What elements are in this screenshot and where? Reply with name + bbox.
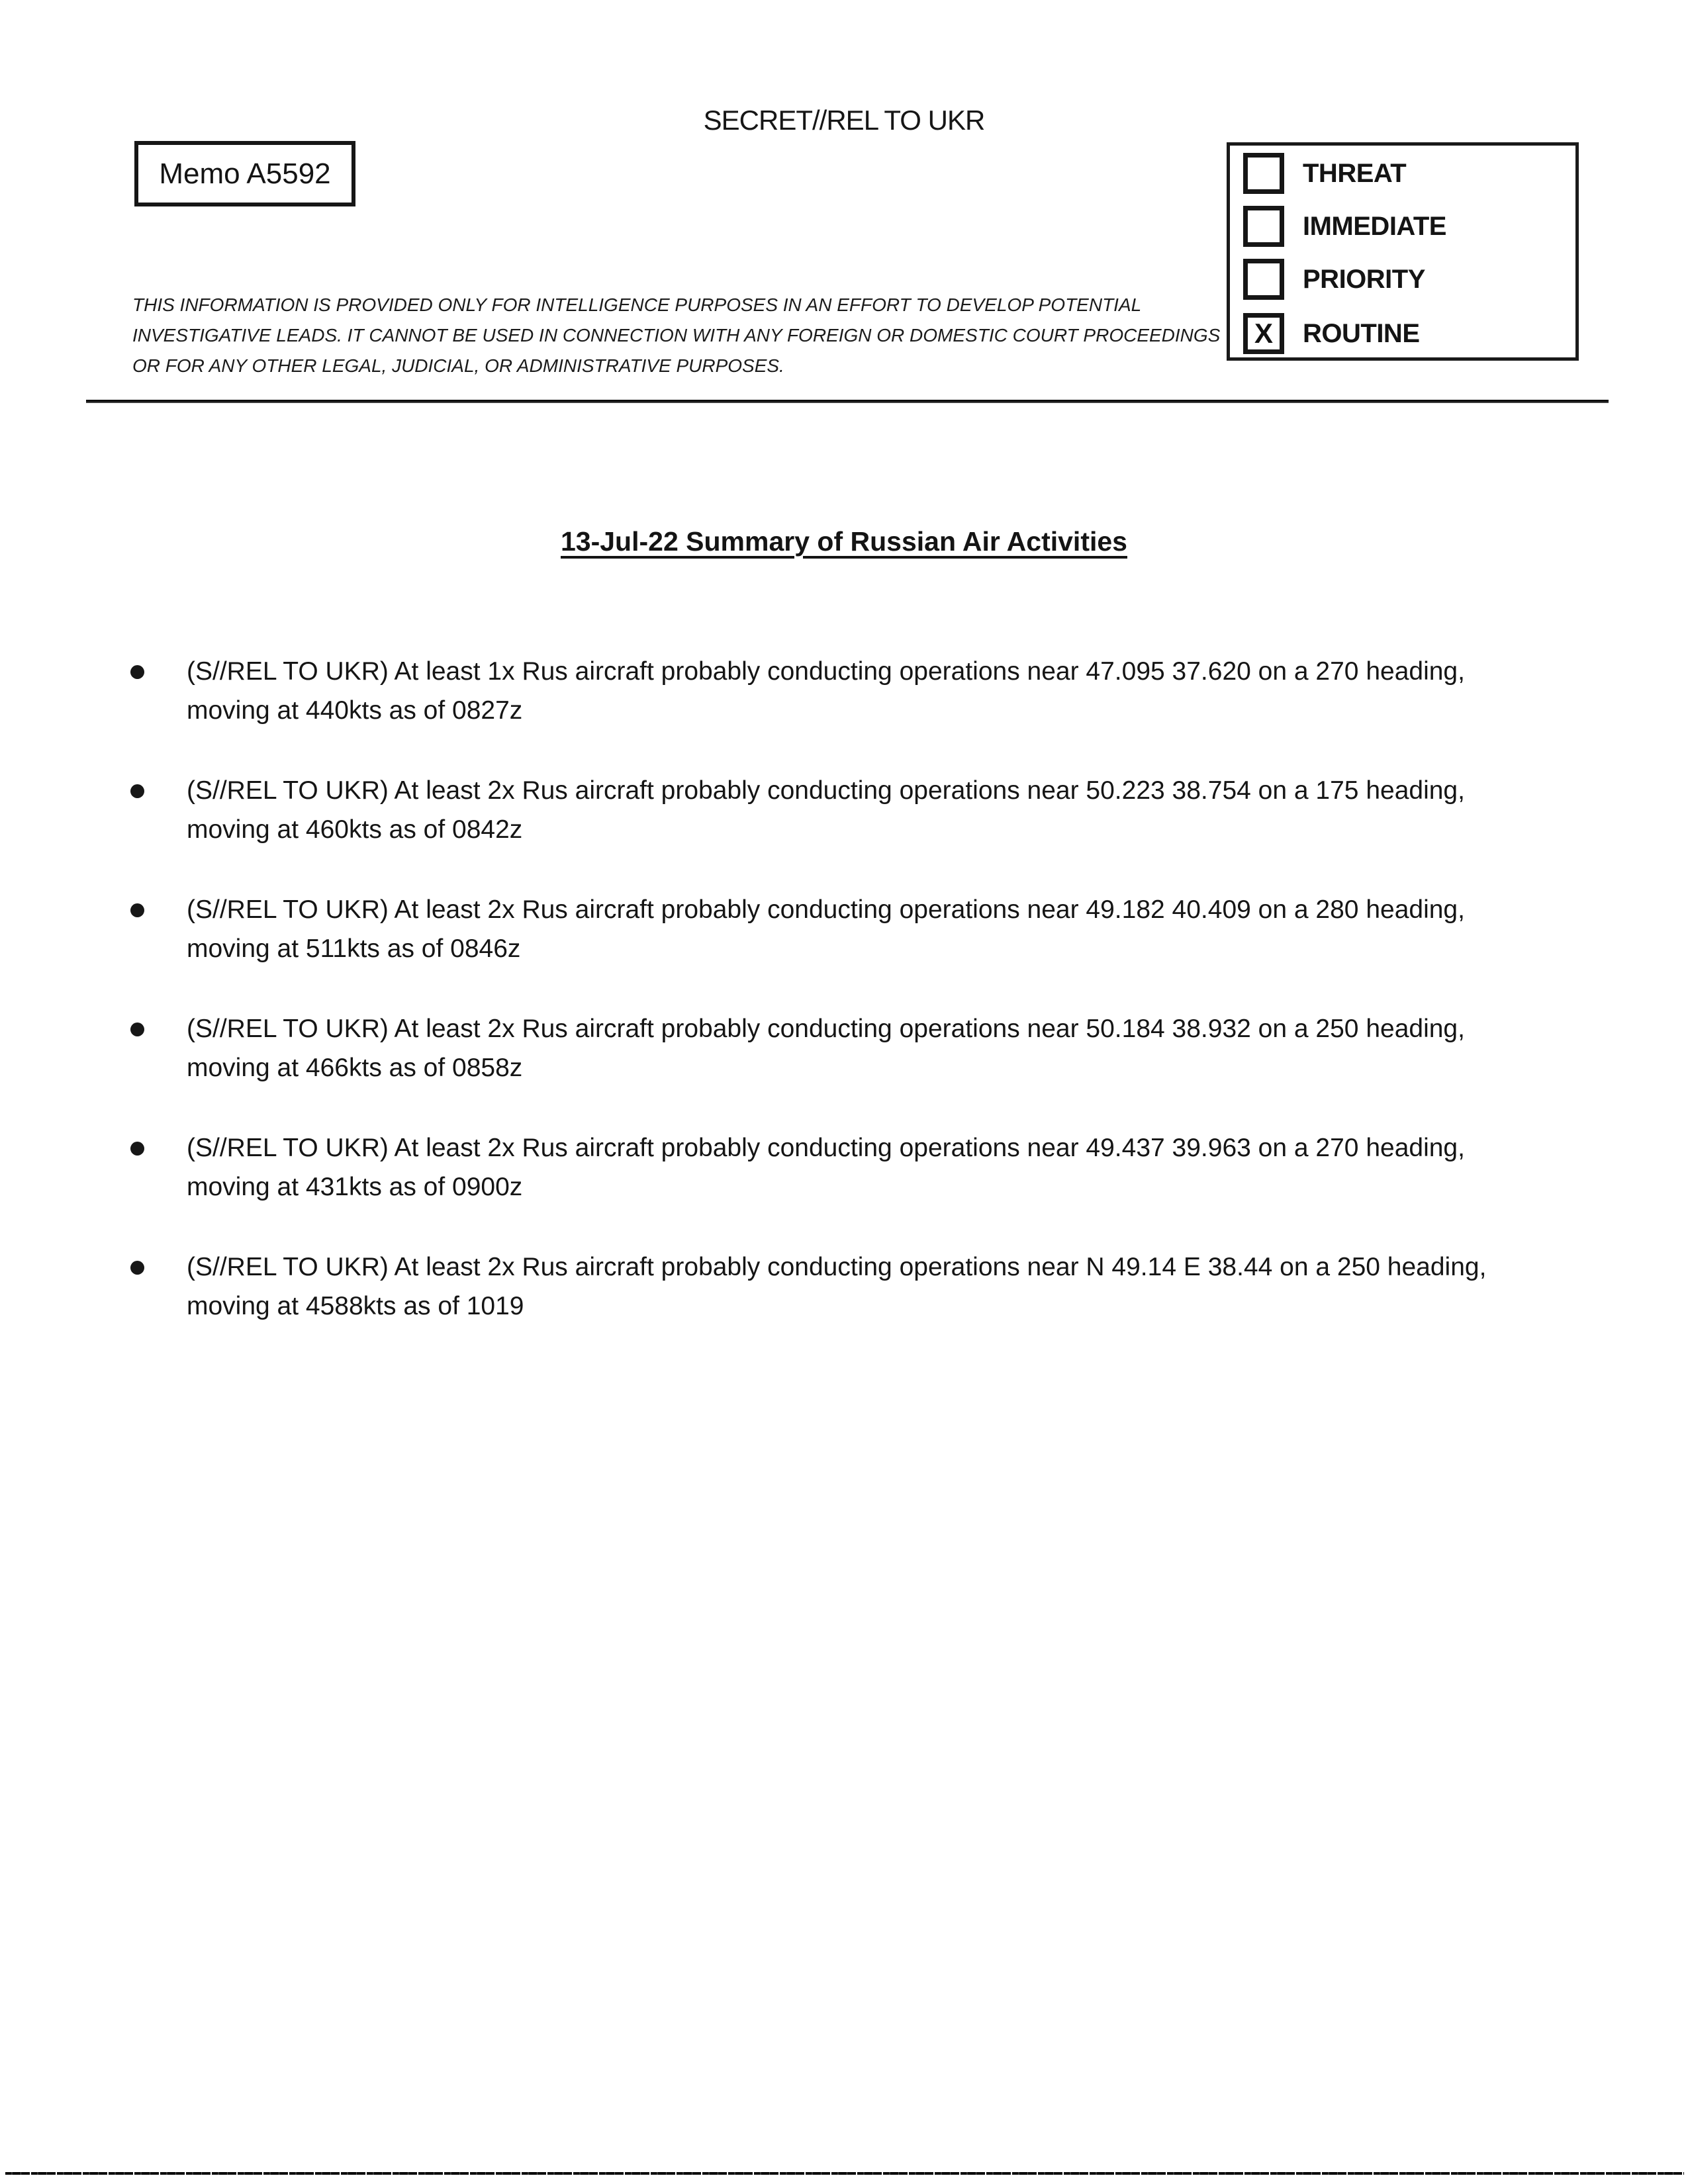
classification-banner: SECRET//REL TO UKR <box>703 105 985 136</box>
bullet-marker-icon <box>130 1023 144 1036</box>
bullet-marker-icon <box>130 1261 144 1275</box>
disclaimer-line: INVESTIGATIVE LEADS. IT CANNOT BE USED IN CONNECTION WITH ANY FOREIGN OR DOMESTIC COURT PROCEEDINGS <box>132 325 1221 345</box>
activity-text-line2: moving at 466kts as of 0858z <box>187 1054 523 1082</box>
page-title: 13-Jul-22 Summary of Russian Air Activities <box>561 526 1127 557</box>
disclaimer-line: THIS INFORMATION IS PROVIDED ONLY FOR INTELLIGENCE PURPOSES IN AN EFFORT TO DEVELOP POTENTIAL <box>132 295 1142 315</box>
activity-text-line2: moving at 440kts as of 0827z <box>187 696 523 725</box>
activity-text-line2: moving at 460kts as of 0842z <box>187 815 523 844</box>
activity-text-line1: (S//REL TO UKR) At least 2x Rus aircraft probably conducting operations near 50.223 38.754 on a 175 heading, <box>187 776 1465 805</box>
air-activity-item <box>130 1009 1573 1087</box>
bullet-marker-icon <box>130 1142 144 1156</box>
activity-text-line2: moving at 511kts as of 0846z <box>187 934 521 963</box>
immediate-checkbox <box>1243 206 1284 247</box>
routine-checkbox: X <box>1243 313 1284 354</box>
activity-text-line1: (S//REL TO UKR) At least 2x Rus aircraft probably conducting operations near 50.184 38.932 on a 250 heading, <box>187 1015 1465 1043</box>
memo-id-label: Memo A5592 <box>159 157 331 190</box>
threat-checkbox <box>1243 153 1284 194</box>
activity-text-line1: (S//REL TO UKR) At least 2x Rus aircraft probably conducting operations near 49.437 39.963 on a 270 heading, <box>187 1134 1465 1162</box>
activity-text-line1: (S//REL TO UKR) At least 2x Rus aircraft probably conducting operations near N 49.14 E 38.44 on a 250 heading, <box>187 1253 1487 1281</box>
activity-text-line2: moving at 4588kts as of 1019 <box>187 1292 524 1320</box>
activity-text-line2: moving at 431kts as of 0900z <box>187 1173 523 1201</box>
air-activity-item <box>130 890 1573 968</box>
bullet-marker-icon <box>130 784 144 798</box>
priority-label: PRIORITY <box>1303 264 1425 294</box>
routine-label: ROUTINE <box>1303 318 1420 348</box>
precedence-row-threat <box>1243 152 1406 195</box>
scan-artifact-line <box>5 2172 1684 2175</box>
intelligence-disclaimer <box>132 290 1291 381</box>
activity-text-line1: (S//REL TO UKR) At least 2x Rus aircraft probably conducting operations near 49.182 40.409 on a 280 heading, <box>187 895 1465 924</box>
air-activity-item <box>130 1248 1573 1326</box>
bullet-marker-icon <box>130 903 144 917</box>
threat-label: THREAT <box>1303 158 1407 188</box>
precedence-row-immediate <box>1243 205 1446 248</box>
memo-id-box <box>134 141 355 206</box>
air-activity-item <box>130 652 1573 730</box>
immediate-label: IMMEDIATE <box>1303 211 1446 241</box>
air-activity-item <box>130 1128 1573 1206</box>
activity-text-line1: (S//REL TO UKR) At least 1x Rus aircraft probably conducting operations near 47.095 37.620 on a 270 heading, <box>187 657 1465 686</box>
air-activity-item <box>130 771 1573 849</box>
header-separator-rule <box>86 400 1609 403</box>
disclaimer-line: OR FOR ANY OTHER LEGAL, JUDICIAL, OR ADMINISTRATIVE PURPOSES. <box>132 355 784 376</box>
bullet-marker-icon <box>130 665 144 679</box>
